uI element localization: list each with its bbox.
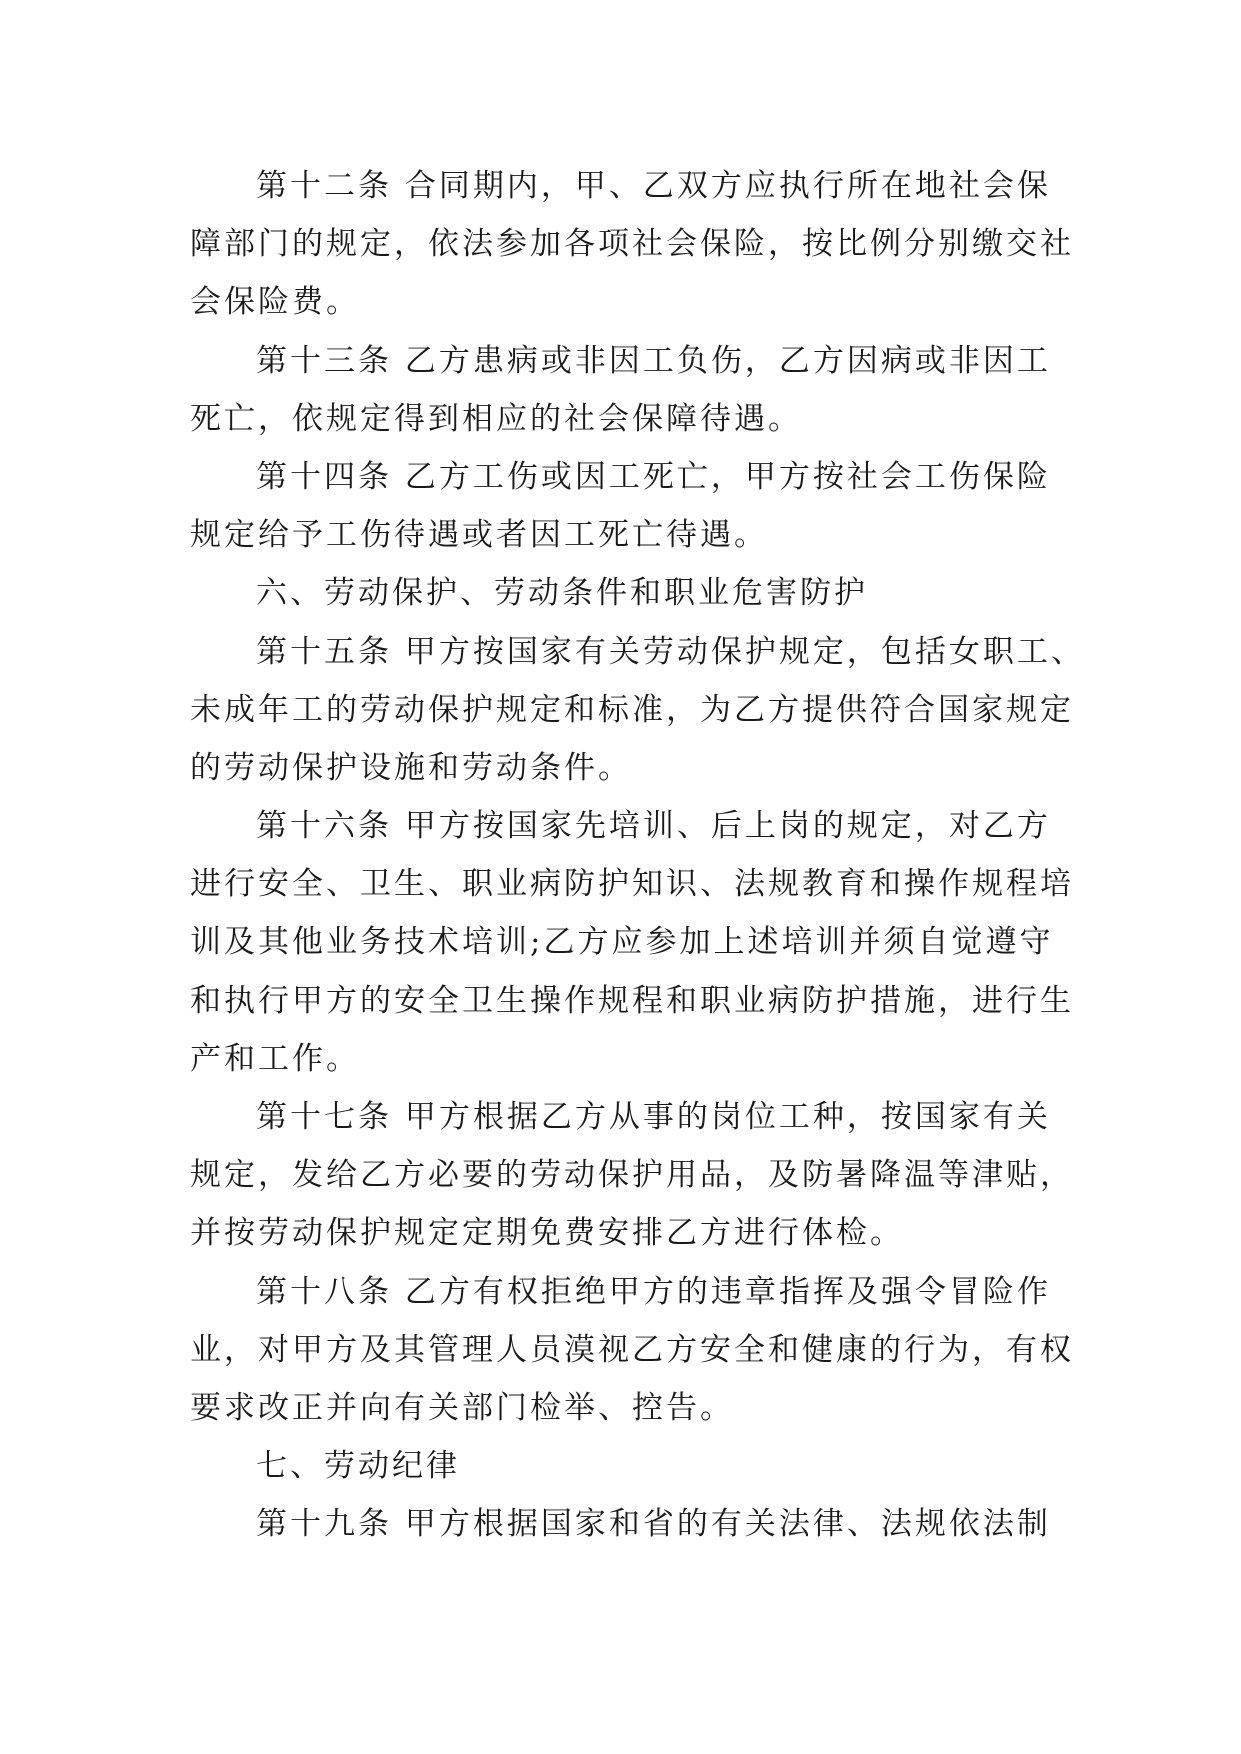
article-15-line-1: 第十五条 甲方按国家有关劳动保护规定，包括女职工、 xyxy=(256,633,1085,670)
article-18-line-3: 要求改正并向有关部门检举、控告。 xyxy=(190,1389,734,1426)
article-14-line-2: 规定给予工伤待遇或者因工死亡待遇。 xyxy=(190,517,768,554)
article-12-line-1: 第十二条 合同期内，甲、乙双方应执行所在地社会保 xyxy=(256,168,1051,204)
article-15-line-3: 的劳动保护设施和劳动条件。 xyxy=(190,749,632,786)
article-16-line-2: 进行安全、卫生、职业病防护知识、法规教育和操作规程培 xyxy=(190,866,1074,903)
document-body xyxy=(190,157,1085,1554)
article-18-line-1: 第十八条 乙方有权拒绝甲方的违章指挥及强令冒险作 xyxy=(256,1273,1051,1310)
article-13-line-2: 死亡，依规定得到相应的社会保障待遇。 xyxy=(190,400,802,437)
article-17-line-2: 规定，发给乙方必要的劳动保护用品，及防暑降温等津贴， xyxy=(190,1157,1074,1194)
article-18-line-2: 业，对甲方及其管理人员漠视乙方安全和健康的行为，有权 xyxy=(190,1331,1074,1368)
article-17-line-3: 并按劳动保护规定定期免费安排乙方进行体检。 xyxy=(190,1215,904,1252)
article-16-line-1: 第十六条 甲方按国家先培训、后上岗的规定，对乙方 xyxy=(256,808,1051,845)
article-16-line-4: 和执行甲方的安全卫生操作规程和职业病防护措施，进行生 xyxy=(190,982,1074,1019)
article-17-line-1: 第十七条 甲方根据乙方从事的岗位工种，按国家有关 xyxy=(256,1099,1051,1135)
section-7-heading: 七、劳动纪律 xyxy=(256,1448,460,1485)
article-12-line-2: 障部门的规定，依法参加各项社会保险，按比例分别缴交社 xyxy=(190,226,1074,263)
article-12-line-3: 会保险费。 xyxy=(190,284,360,321)
section-6-heading: 六、劳动保护、劳动条件和职业危害防护 xyxy=(256,575,868,612)
article-16-line-3: 训及其他业务技术培训;乙方应参加上述培训并须自觉遵守 xyxy=(190,924,1054,961)
article-15-line-2: 未成年工的劳动保护规定和标准，为乙方提供符合国家规定 xyxy=(190,691,1074,728)
article-16-line-5: 产和工作。 xyxy=(190,1040,360,1077)
article-13-line-1: 第十三条 乙方患病或非因工负伤，乙方因病或非因工 xyxy=(256,342,1051,379)
article-19-line-1: 第十九条 甲方根据国家和省的有关法律、法规依法制 xyxy=(256,1506,1051,1543)
article-14-line-1: 第十四条 乙方工伤或因工死亡，甲方按社会工伤保险 xyxy=(256,458,1051,495)
